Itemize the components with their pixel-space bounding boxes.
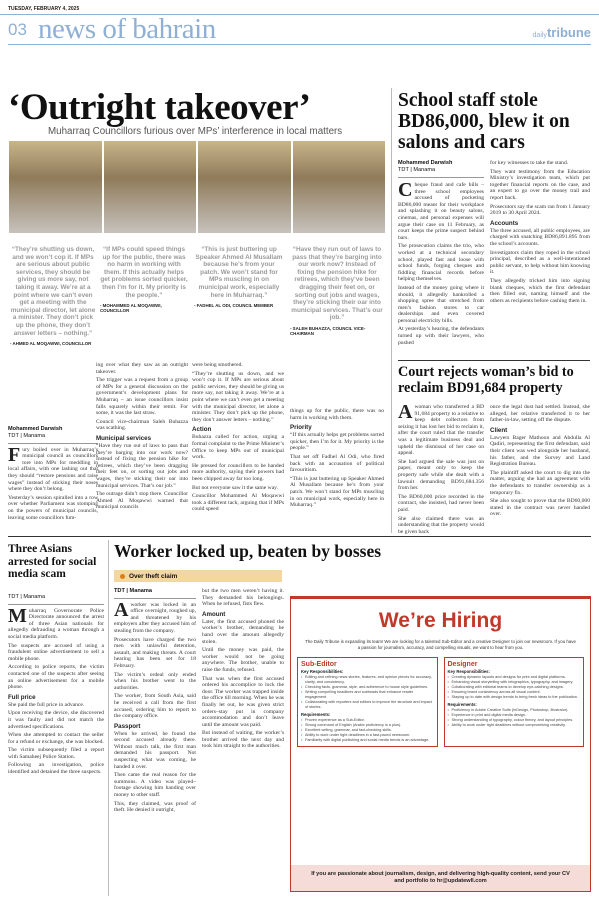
paragraph: The worker, from South Asia, said he received a call from the first accused, ordering him to report to the company office.: [114, 693, 196, 720]
list-item: • Collaborating with reporters and editors to improve the structure and impact of stories.: [301, 700, 434, 710]
paragraph: She had argued the sale was just on paper, meant only to keep the property safe while she dealt with a lawsuit demanding BD91,684.356 from her.: [398, 458, 484, 492]
paragraph: That set off Fadhel Al Odi, who fired back with an accusation of political favouritism.: [290, 453, 384, 474]
section-title: news of bahrain: [38, 13, 216, 45]
byline-org: TDT | Manama: [398, 167, 436, 173]
paragraph: The three accused, all public employees, are charged with snatching BD86,891.895 from the school’s accounts.: [490, 227, 590, 247]
byline-name: Mohammed Darwish: [398, 160, 453, 166]
councillor-photo-3: [197, 140, 292, 234]
lead-subhead: Muharraq Councillors furious over MPs’ interference in local matters: [48, 126, 343, 137]
resp-label: Key Responsibilities:: [447, 668, 490, 674]
byline-name: Mohammed Darwish: [8, 426, 63, 432]
paragraph: Council vice-chairman Saleh Buhazza was scathing.: [96, 418, 188, 432]
byline-org: TDT | Manama: [8, 433, 46, 439]
paragraph: Upon receiving the device, she discovered it was faulty and did not match the advertised specifications.: [8, 710, 104, 730]
paragraph: Following an investigation, police identified and detained the three suspects.: [8, 762, 104, 776]
staff-column-2: [490, 160, 590, 304]
list-item: • Editing and refining news stories, features, and opinion pieces for accuracy, clarity, and consistency.: [301, 675, 434, 685]
paragraph: When she attempted to contact the seller for a refund or exchange, she was blocked.: [8, 732, 104, 745]
paragraph: She paid the full price in advance.: [8, 701, 85, 708]
subheading: Amount: [202, 610, 226, 618]
paragraph: The victim’s ordeal only ended when his brother went to the authorities.: [114, 671, 196, 691]
ad-intro: The Daily Tribune is expanding its team! We are looking for a talented Sub-Editor and a creative Designer to join our newsroom. If you have a passion for journalism, accuracy, and compelling visuals, we want to hear from you.: [305, 639, 576, 650]
hiring-ad: [290, 596, 591, 892]
paragraph: Investigators claim they roped in the school principal, described as a well-intentioned public servant, to help without him knowing it.: [490, 249, 590, 276]
subheading: Municipal services: [96, 434, 152, 442]
masthead-underline: [8, 44, 591, 45]
staff-byline: [398, 160, 484, 178]
paragraph: “This is just buttering up Speaker Ahmed Al Musallam because he’s from your patch. We won’t stand for MPs muscling in on municipal work, especially here in Muharraq.”: [290, 475, 384, 509]
paragraph: But instead of waiting, the worker’s brother arrived the next day and took him straight to the authorities.: [202, 730, 284, 750]
quote-text: “Have they run out of laws to pass that they’re barging into our work now? Instead of fixing the pension hike for retirees, which they’ve been dragging their feet on, or sorting out jobs and wages, they’re sticking their oar into municipal services. That’s our job.”: [291, 246, 383, 322]
paragraph: Later, the first accused phoned the worker’s brother, demanding he hand over the amount allegedly stolen.: [202, 618, 284, 645]
byline-org: TDT | Manama: [114, 588, 152, 594]
role-title: Sub-Editor: [301, 660, 337, 668]
page-number: 03: [8, 20, 27, 39]
subheading: Priority: [290, 424, 312, 432]
req-label: Requirements:: [301, 711, 331, 717]
paragraph: She also claimed there was an understanding that the property would be given back: [398, 515, 484, 535]
ad-title: We’re Hiring: [378, 609, 503, 632]
councillor-photo-2: [103, 140, 198, 234]
list-item: • Excellent writing, grammar, and fact-checking skills.: [301, 728, 434, 733]
brand-small: daily: [532, 32, 547, 39]
column-divider: [108, 540, 109, 896]
designer-box: [444, 657, 585, 747]
paragraph: Yesterday’s session spiralled into a row over whether Parliament was stomping on the powers of municipal councils, leaving some councillors fum-: [8, 494, 98, 521]
paragraph: Until the money was paid, the worker would not be going anywhere. The brother, unable to raise the funds, refused.: [202, 647, 284, 673]
court-column-1: [398, 401, 484, 535]
lead-headline: ‘Outright takeover’: [8, 87, 311, 128]
ad-roles: [291, 657, 590, 747]
court-top-rule: [398, 360, 590, 361]
staff-column-1: [398, 179, 484, 346]
designer-responsibilities: [448, 675, 581, 700]
list-item: • Strong command of English (Arabic proficiency is a plus).: [301, 723, 434, 728]
req-label: Requirements:: [447, 701, 477, 707]
paragraph: Muharraq Governorate Police Directorate announced the arrest of three Asian nationals for allegedly defrauding a woman through a social media platform.: [8, 604, 104, 640]
lead-column-3: [192, 362, 284, 513]
paragraph: Prosecutors have charged the two men with unlawful detention, assault, and making threats. A court hearing has been set for 18 February.: [114, 636, 196, 669]
quote-attribution: - MOHAMMED AL MOQAWWI, COUNCILLOR: [100, 303, 162, 314]
pull-quote-3: [194, 246, 284, 308]
list-item: • Experience in print and digital media design.: [448, 713, 581, 718]
list-item: • Staying up to date with design trends to bring fresh ideas to the publication.: [448, 695, 581, 700]
quote-attribution: - SALEH BUHAZZA, COUNCIL VICE-CHAIRMAN: [290, 325, 366, 336]
paragraph: The victim subsequently filed a report with Samaheej Police Station.: [8, 747, 104, 760]
list-item: • Strong understanding of typography, colour theory, and layout principles.: [448, 718, 581, 723]
paragraph: This, they claimed, was proof of theft. He denied it outright,: [114, 800, 196, 814]
paragraph: Then came the real reason for the summons. A video was played–footage showing him handing over money to other staff.: [114, 772, 196, 799]
worker-headline: Worker locked up, beaten by bosses: [114, 541, 382, 561]
paragraph: But not everyone saw it the same way.: [192, 484, 279, 491]
paragraph: for key witnesses to take the stand.: [490, 160, 569, 166]
worker-column-2: [202, 588, 284, 750]
paragraph: things up for the public, there was no harm in working with them.: [290, 408, 384, 421]
bullet-icon: [120, 574, 125, 579]
list-item: • Familiarity with digital publishing and social media trends is an advantage.: [301, 738, 434, 743]
subheading: Passport: [114, 722, 141, 730]
quote-text: “If MPs could speed things up for the public, there was no harm in working with them. If this actually helps get problems sorted quicker, then I’m for it. My priority is the people.”: [100, 246, 188, 299]
role-title: Designer: [447, 660, 478, 668]
paragraph: The trigger was a request from a group of MPs for a general discussion on the government’s development plans for Muharraq – an issue councillors insist falls squarely within their remit. For some, it was the last straw.: [96, 377, 188, 417]
quote-attribution: - FADHEL AL ODI, COUNCIL MEMBER: [194, 303, 274, 309]
list-item: • Ensuring brand consistency across all visual content.: [448, 690, 581, 695]
paragraph: Councillor Mohammed Al Moqawwi took a different tack, arguing that if MPs could speed: [192, 493, 284, 513]
asians-headline: Three Asians arrested for social media scam: [8, 543, 97, 580]
list-item: • Ability to work under tight deadlines in a fast-paced newsroom.: [301, 733, 434, 738]
paragraph: The suspects are accused of using a fraudulent online advertisement to sell a mobile phone.: [8, 642, 104, 662]
lead-column-4: [290, 408, 384, 509]
lead-column-1: [8, 426, 98, 521]
ad-footer: [291, 865, 590, 891]
councillor-photo-4: [292, 140, 387, 234]
subheading: Client: [490, 426, 508, 434]
paragraph: Aworker was locked in an office overnight, roughed up, and threatened by his employers after they accused him of stealing from the company.: [114, 598, 196, 634]
paragraph: The BD60,000 price recorded in the contract, she insisted, had never been paid.: [398, 493, 484, 513]
lead-column-2: [96, 362, 188, 511]
paragraph: The plaintiff asked the court to dig into the matter, arguing she had an agreement with the defendants to transfer ownership as a temporary fix.: [490, 469, 590, 496]
paragraph: They want testimony from the Education Ministry’s investigation team, which put together financial reports on the case, and an expert to go over the money trail and report back.: [490, 168, 590, 201]
paragraph: At yesterday’s hearing, the defendants turned up with their lawyers, who pushed: [398, 326, 484, 346]
paragraph: Prosecutors say the scam ran from 1 January 2019 to 30 April 2024.: [490, 203, 590, 217]
byline-org: TDT | Manama: [8, 594, 46, 600]
section-divider: [8, 536, 591, 537]
paragraph: Cheque fraud and cafe bills – three school employees accused of pocketing BD86,000 meant for their workplace and splashing it on beauty salons, cinemas, and personal expenses will argue their case on 11 February, as court keeps the prime suspect behind bars.: [398, 179, 484, 241]
paragraph: Instead of the money going where it should, it allegedly bankrolled a shopping spree that stretched from men’s fashion stores to car dealerships and even covered personal electricity bills.: [398, 284, 484, 324]
ad-top-bar: [291, 597, 590, 599]
paragraph: Fury boiled over in Muharraq’s municipal council as councillors tore into MPs for meddling in local affairs, with one lashing out that they should “restore pensions and raise wages” instead of sticking their noses where they don’t belong.: [8, 443, 98, 493]
worker-column-1: [114, 588, 196, 814]
list-item: • Proficiency in Adobe Creative Suite (InDesign, Photoshop, Illustrator).: [448, 708, 581, 713]
worker-kicker: [114, 570, 282, 582]
councillor-photos: [8, 140, 386, 234]
paragraph: When he arrived, he found the second accused already there. Without much talk, the first man demanded his passport. Not suspecting what was coming, he handed it over.: [114, 730, 196, 770]
list-item: • Creating dynamic layouts and designs for print and digital platforms.: [448, 675, 581, 680]
quote-text: “They’re shutting us down, and we won’t cop it. If MPs are serious about public services, they should be giving us more say, not taking it away. We’re at a point where we can’t even get a meeting with the municipal director, let alone a minister. They don’t pick up the phone, they don’t answer letters – nothing.”: [10, 246, 96, 337]
paragraph: once the legal dust had settled. Instead, she alleged, her relative transferred it to her father-in-law, setting off the dispute.: [490, 404, 590, 424]
resp-label: Key Responsibilities:: [301, 668, 344, 674]
list-item: • Proven experience as a Sub-Editor.: [301, 718, 434, 723]
list-item: • Writing compelling headlines and subheads that enhance reader engagement.: [301, 690, 434, 700]
paragraph: Lawyers Bager Mathoon and Abdulla Al Qadiri, representing the first defendant, said their client was wed alongside her husband, his father, and the Survey and Land Registration Bureau.: [490, 434, 590, 468]
brand-big: tribune: [546, 25, 591, 40]
paragraph: Awoman who transferred a BD 91,684 property to a relative to keep debt collectors from seizing it has lost her bid to reclaim it, after the court ruled that the transfer was a legitimate business deal and upheld the dismissal of her case on appeal.: [398, 401, 484, 457]
councillor-photo-1: [8, 140, 103, 234]
subheading: Full price: [8, 693, 36, 701]
paragraph: but the two men weren’t having it. They demanded his belongings. When he refused, fists flew.: [202, 588, 284, 608]
paragraph: They allegedly tricked him into signing blank cheques, which the first defendant then filled out, naming himself and the others as recipients before cashing them in.: [490, 277, 590, 304]
quote-attribution: - AHMED AL MOQAWWI, COUNCILLOR: [10, 341, 92, 347]
paragraph: That was when the first accused ordered his accomplice to lock the door. The worker was trapped inside the office till morning. When he was finally let out, he was given strict orders–stay put in company accommodation and don’t leave until the amount was paid.: [202, 675, 284, 728]
issue-date: TUESDAY, FEBRUARY 4, 2025: [8, 6, 80, 12]
pull-quote-2: [100, 246, 188, 313]
pull-quote-1: [10, 246, 96, 346]
brand-logo: [533, 24, 591, 42]
pull-quote-4: [290, 246, 384, 336]
designer-requirements: [448, 708, 581, 728]
list-item: • Ability to work under tight deadlines without compromising creativity.: [448, 723, 581, 728]
quote-text: “This is just buttering up Speaker Ahmed Al Musallam because he’s from your patch. We won’t stand for MPs muscling in on municipal work, especially here in Muharraq.”: [195, 246, 283, 299]
staff-headline: School staff stole BD86,000, blew it on salons and cars: [398, 90, 570, 153]
asians-body: [8, 594, 104, 776]
paragraph: The prosecution claims the trio, who worked at a technical secondary school, played fast and loose with school funds, forging cheques and fiddling financial records before helping themselves.: [398, 243, 484, 283]
paragraph: According to police reports, the victim contacted one of the suspects after seeing an online advertisement for a mobile phone.: [8, 664, 104, 691]
paragraph: The outrage didn’t stop there. Councillor Ahmed Al Moqawwi warned that municipal councils: [96, 491, 188, 511]
paragraph: “Have they run out of laws to pass that they’re barging into our work now? Instead of fixing the pension hike for retirees, which they’ve been dragging their feet on, or sorting out jobs and wages, they’re sticking their oar into municipal services. That’s our job.”: [96, 442, 188, 489]
paragraph: He pressed for councillors to be handed more authority, saying their powers had been chipped away far too long.: [192, 462, 284, 482]
sub-editor-responsibilities: [301, 675, 434, 710]
court-column-2: [490, 404, 590, 518]
column-divider: [391, 88, 392, 533]
paragraph: She also sought to prove that the BD60,000 stated in the contract was never handed over.: [490, 498, 590, 518]
sub-editor-box: [297, 657, 438, 747]
ad-footer-text: If you are passionate about journalism, design, and delivering high-quality content, send your CV and portfolio to hr@updatewll.com: [311, 871, 570, 884]
paragraph: Buhazza called for action, urging a formal complaint to the Prime Minister’s Office to keep MPs out of municipal work.: [192, 434, 284, 461]
paragraph: were being smothered.: [192, 362, 243, 368]
subheading: Action: [192, 426, 212, 434]
paragraph: “If this actually helps get problems sorted quicker, then I’m for it. My priority is the people.”: [290, 432, 384, 452]
paragraph: “They’re shutting us down, and we won’t cop it. If MPs are serious about public services, they should be giving us more say, not taking it away. We’re at a point where we can’t even get a meeting with the municipal director, let alone a minister. They don’t pick up the phone, they don’t answer letters – nothing.”: [192, 370, 284, 423]
list-item: • Enhancing visual storytelling with infographics, typography, and imagery.: [448, 680, 581, 685]
sub-editor-requirements: [301, 718, 434, 743]
court-headline: Court rejects woman’s bid to reclaim BD91,684 property: [398, 364, 574, 396]
list-item: • Checking facts, grammar, style, and adherence to house style guidelines.: [301, 685, 434, 690]
subheading: Accounts: [490, 219, 519, 227]
paragraph: ing over what they saw as an outright takeover.: [96, 362, 188, 375]
list-item: • Collaborating with editorial teams to develop eye-catching designs.: [448, 685, 581, 690]
kicker-label: Over theft claim: [129, 572, 178, 580]
